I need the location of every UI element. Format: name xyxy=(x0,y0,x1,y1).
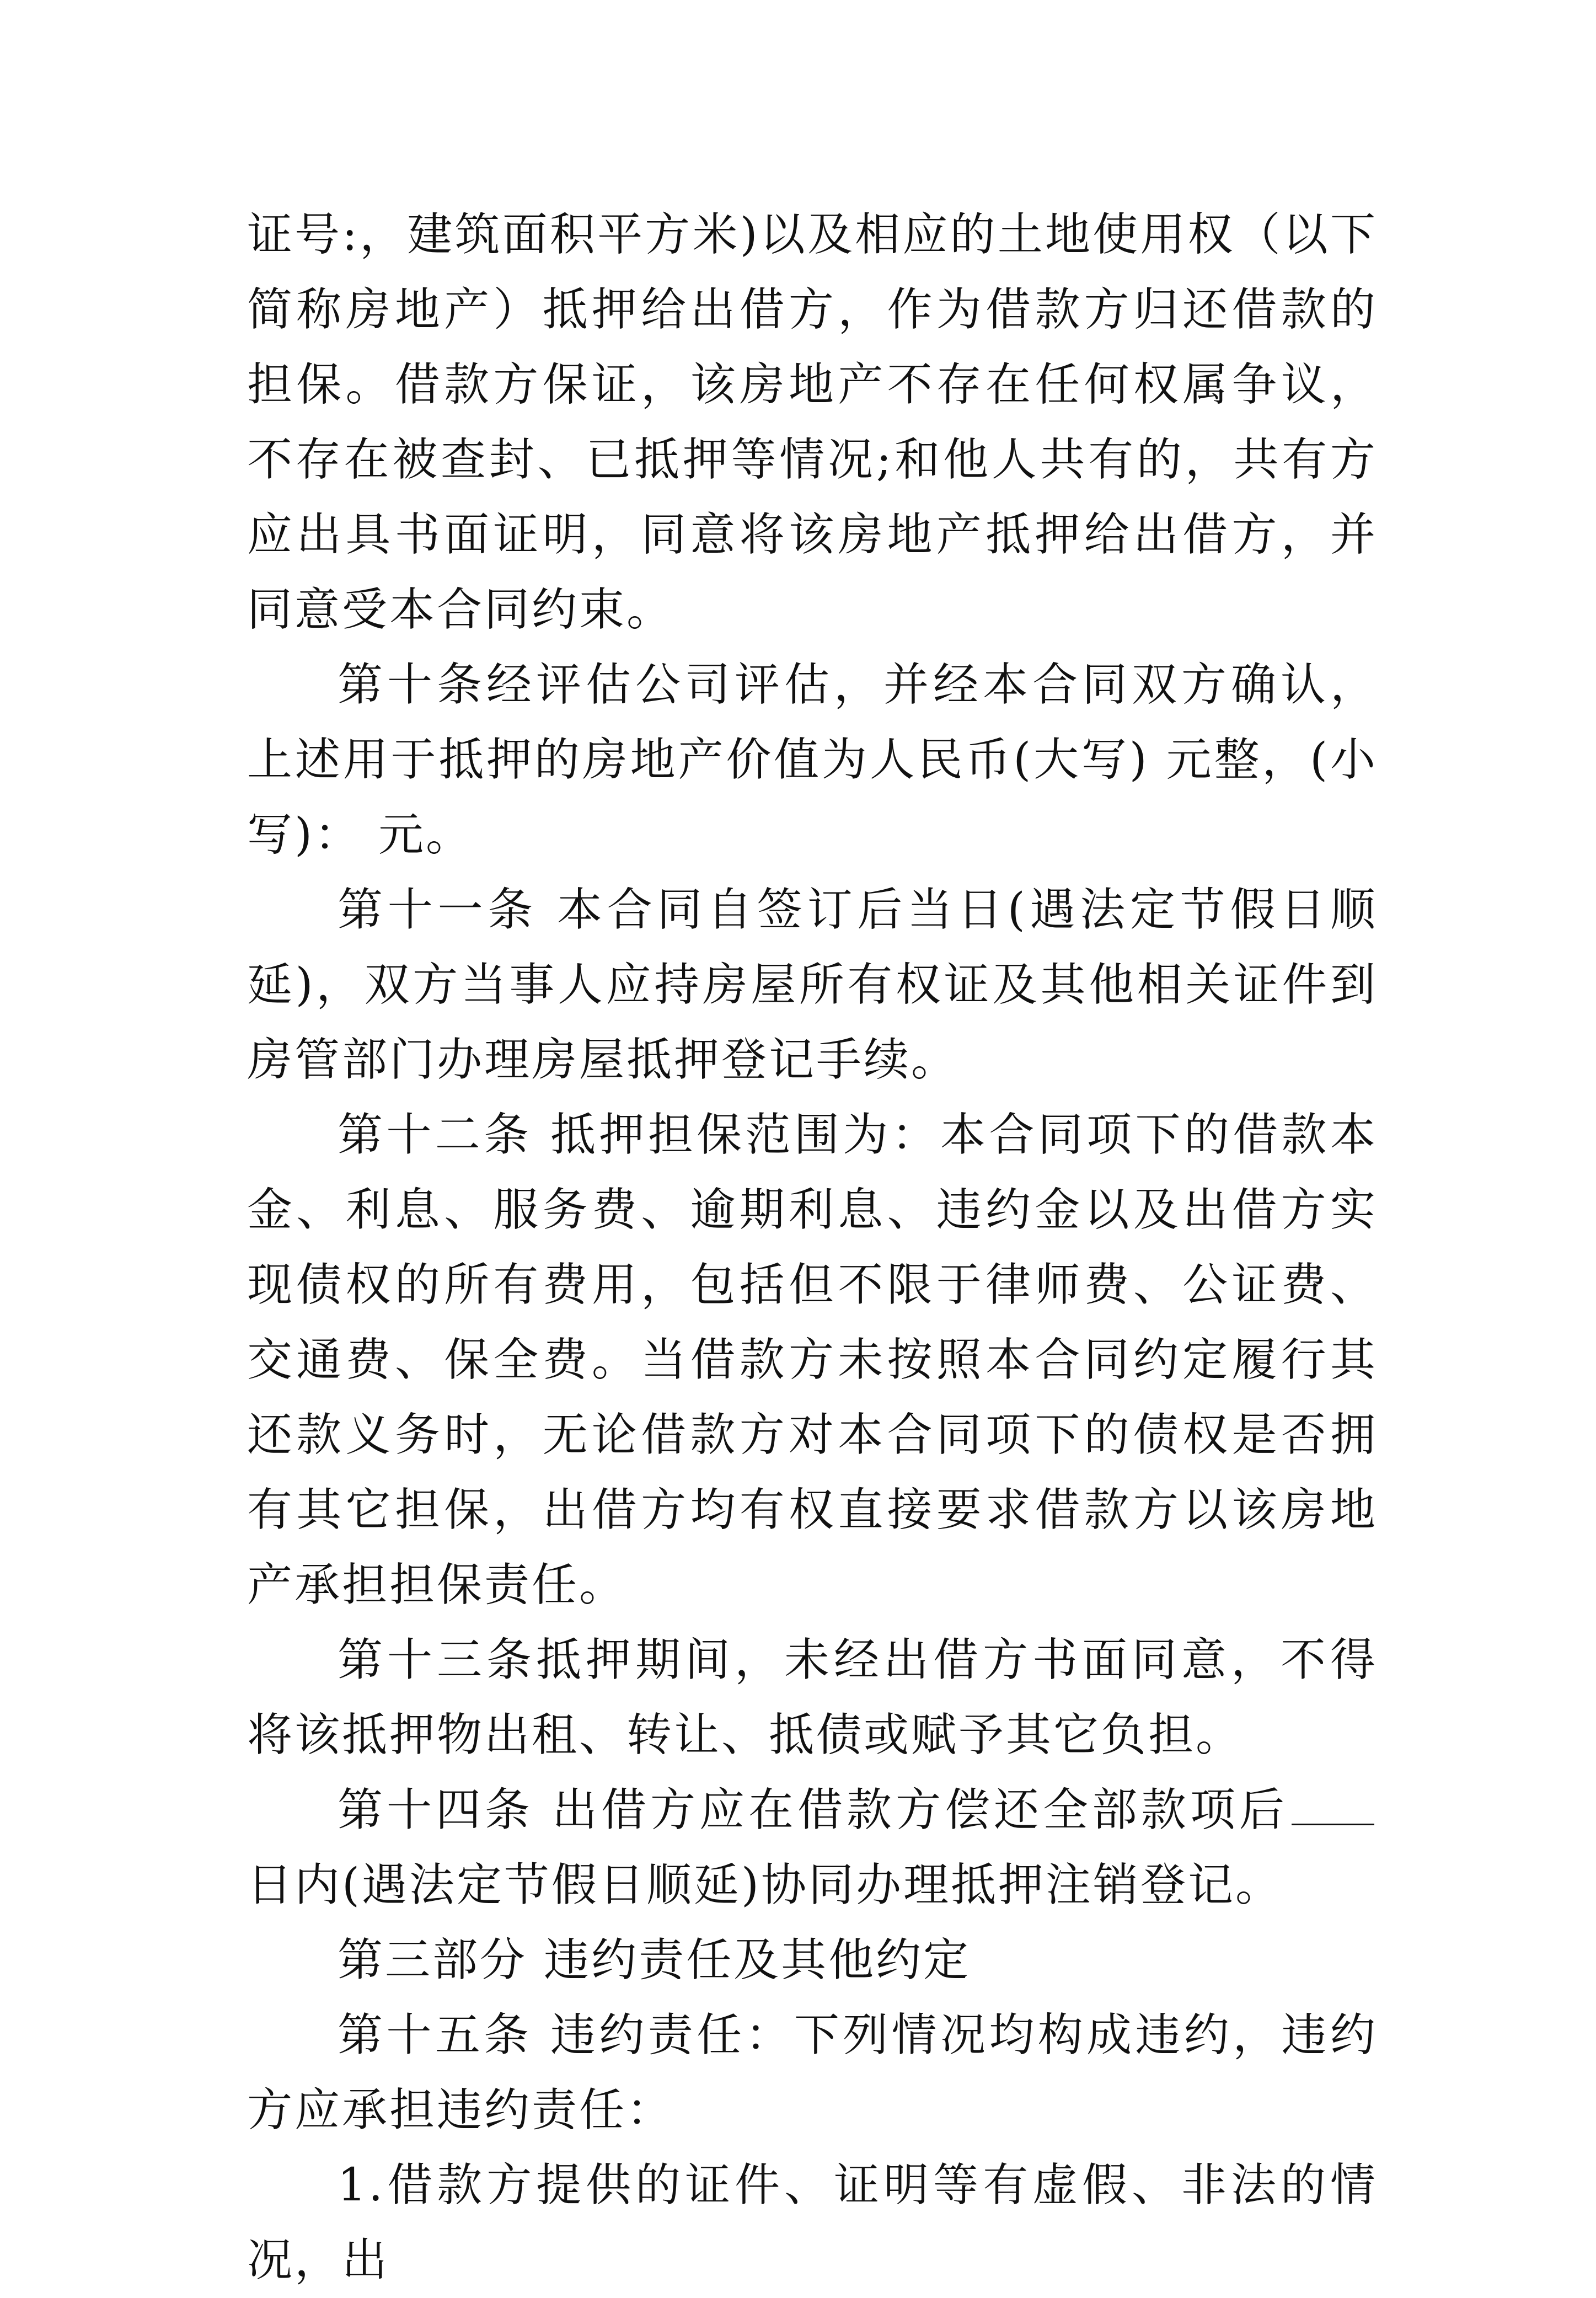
paragraph-article-13: 第十三条抵押期间，未经出借方书面同意，不得将该抵押物出租、转让、抵债或赋予其它负担。 xyxy=(247,1634,1378,1761)
document-body xyxy=(247,197,1378,2298)
article-14-text-before-blank: 第十四条 出借方应在借款方偿还全部款项后 xyxy=(338,1784,1288,1836)
paragraph-article-14 xyxy=(247,1773,1378,1923)
fill-in-blank-days xyxy=(1292,1823,1374,1825)
paragraph-article-11: 第十一条 本合同自签订后当日(遇法定节假日顺延)，双方当事人应持房屋所有权证及其他相关证件到房管部门办理房屋抵押登记手续。 xyxy=(247,884,1378,1086)
paragraph-article-15: 第十五条 违约责任：下列情况均构成违约，违约方应承担违约责任： xyxy=(247,2009,1378,2136)
paragraph-mortgage-property: 证号:，建筑面积平方米)以及相应的土地使用权（以下简称房地产）抵押给出借方，作为借款方归还借款的担保。借款方保证，该房地产不存在任何权属争议，不存在被查封、已抵押等情况;和他人共有的，共有方应出具书面证明，同意将该房地产抵押给出借方，并同意受本合同约束。 xyxy=(247,209,1378,636)
paragraph-article-10: 第十条经评估公司评估，并经本合同双方确认，上述用于抵押的房地产价值为人民币(大写) 元整，(小写)： 元。 xyxy=(247,659,1378,861)
paragraph-article-12: 第十二条 抵押担保范围为：本合同项下的借款本金、利息、服务费、逾期利息、违约金以及出借方实现债权的所有费用，包括但不限于律师费、公证费、交通费、保全费。当借款方未按照本合同约定履行其还款义务时，无论借款方对本合同项下的债权是否拥有其它担保，出借方均有权直接要求借款方以该房地产承担担保责任。 xyxy=(247,1109,1378,1611)
section-heading-part-3: 第三部分 违约责任及其他约定 xyxy=(338,1934,971,1986)
article-14-text-after-blank: 日内(遇法定节假日顺延)协同办理抵押注销登记。 xyxy=(247,1859,1283,1911)
paragraph-item-1: 1.借款方提供的证件、证明等有虚假、非法的情况，出 xyxy=(247,2159,1378,2286)
